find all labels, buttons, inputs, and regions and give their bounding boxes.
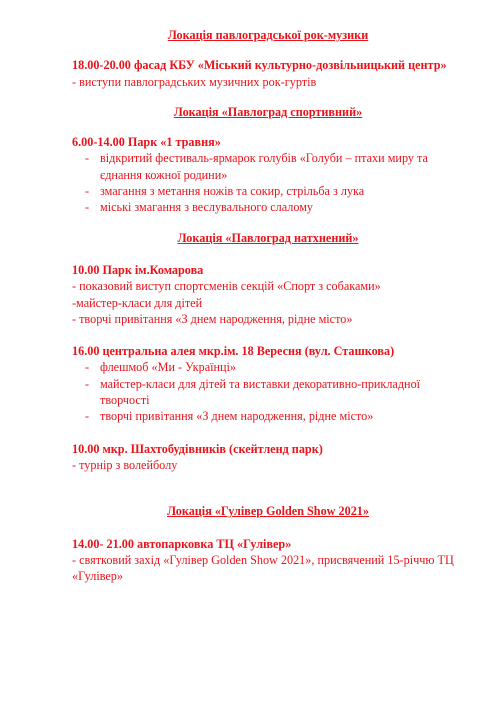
bullet-item: - відкритий фестиваль-ярмарок голубів «Голуби – птахи миру та єднання кожної родини» [85, 151, 428, 182]
section-heading-inspired: Локація «Павлоград натхнений» [177, 230, 359, 245]
bullet-list [72, 359, 464, 424]
document-body [72, 27, 464, 584]
bullet-item: - змагання з метання ножів та сокир, стрільба з лука [85, 184, 365, 199]
section-heading-sport: Локація «Павлоград спортивний» [173, 104, 363, 119]
bullet-marker: - [85, 409, 90, 424]
bullet-item: - майстер-класи для дітей та виставки декоративно-прикладної творчості [85, 376, 421, 408]
event-title-guliver-parking: 14.00- 21.00 автопарковка ТЦ «Гулівер» [72, 536, 292, 551]
event-title-park-1-travnia: 6.00-14.00 Парк «1 травня» [72, 135, 221, 150]
bullet-marker: - [85, 184, 90, 199]
section-heading-guliver: Локація «Гулівер Golden Show 2021» [166, 504, 369, 519]
event-title-skatepark: 10.00 мкр. Шахтобудівників (скейтленд парк) [72, 441, 323, 456]
event-item: -майстер-класи для дітей [72, 295, 203, 310]
event-item: - виступи павлоградських музичних рок-гуртів [72, 74, 317, 89]
event-item: - показовий виступ спортсменів секцій «Спорт з собаками» [72, 279, 381, 294]
event-title-central-alley: 16.00 центральна алея мкр.ім. 18 Вересня (вул. Сташкова) [72, 344, 395, 359]
event-item: - святковий захід «Гулівер Golden Show 2021», присвячений 15-річчю ТЦ «Гулівер» [72, 552, 454, 584]
event-title-kbu: 18.00-20.00 фасад КБУ «Міський культурно-дозвільницький центр» [72, 58, 447, 73]
bullet-item: - творчі привітання «З днем народження, рідне місто» [85, 409, 374, 424]
section-heading-rock: Локація павлоградської рок-музики [167, 28, 369, 42]
bullet-marker: - [85, 360, 90, 375]
bullet-marker: - [85, 151, 90, 166]
event-title-park-komarova: 10.00 Парк ім.Комарова [72, 262, 204, 277]
bullet-marker: - [85, 200, 90, 215]
event-item: - турнір з волейболу [72, 457, 178, 472]
event-item: - творчі привітання «З днем народження, рідне місто» [72, 311, 353, 326]
bullet-list [72, 150, 464, 215]
bullet-marker: - [85, 376, 90, 391]
bullet-item: - міські змагання з веслувального слалому [85, 200, 314, 215]
bullet-item: - флешмоб «Ми - Українці» [85, 360, 237, 375]
